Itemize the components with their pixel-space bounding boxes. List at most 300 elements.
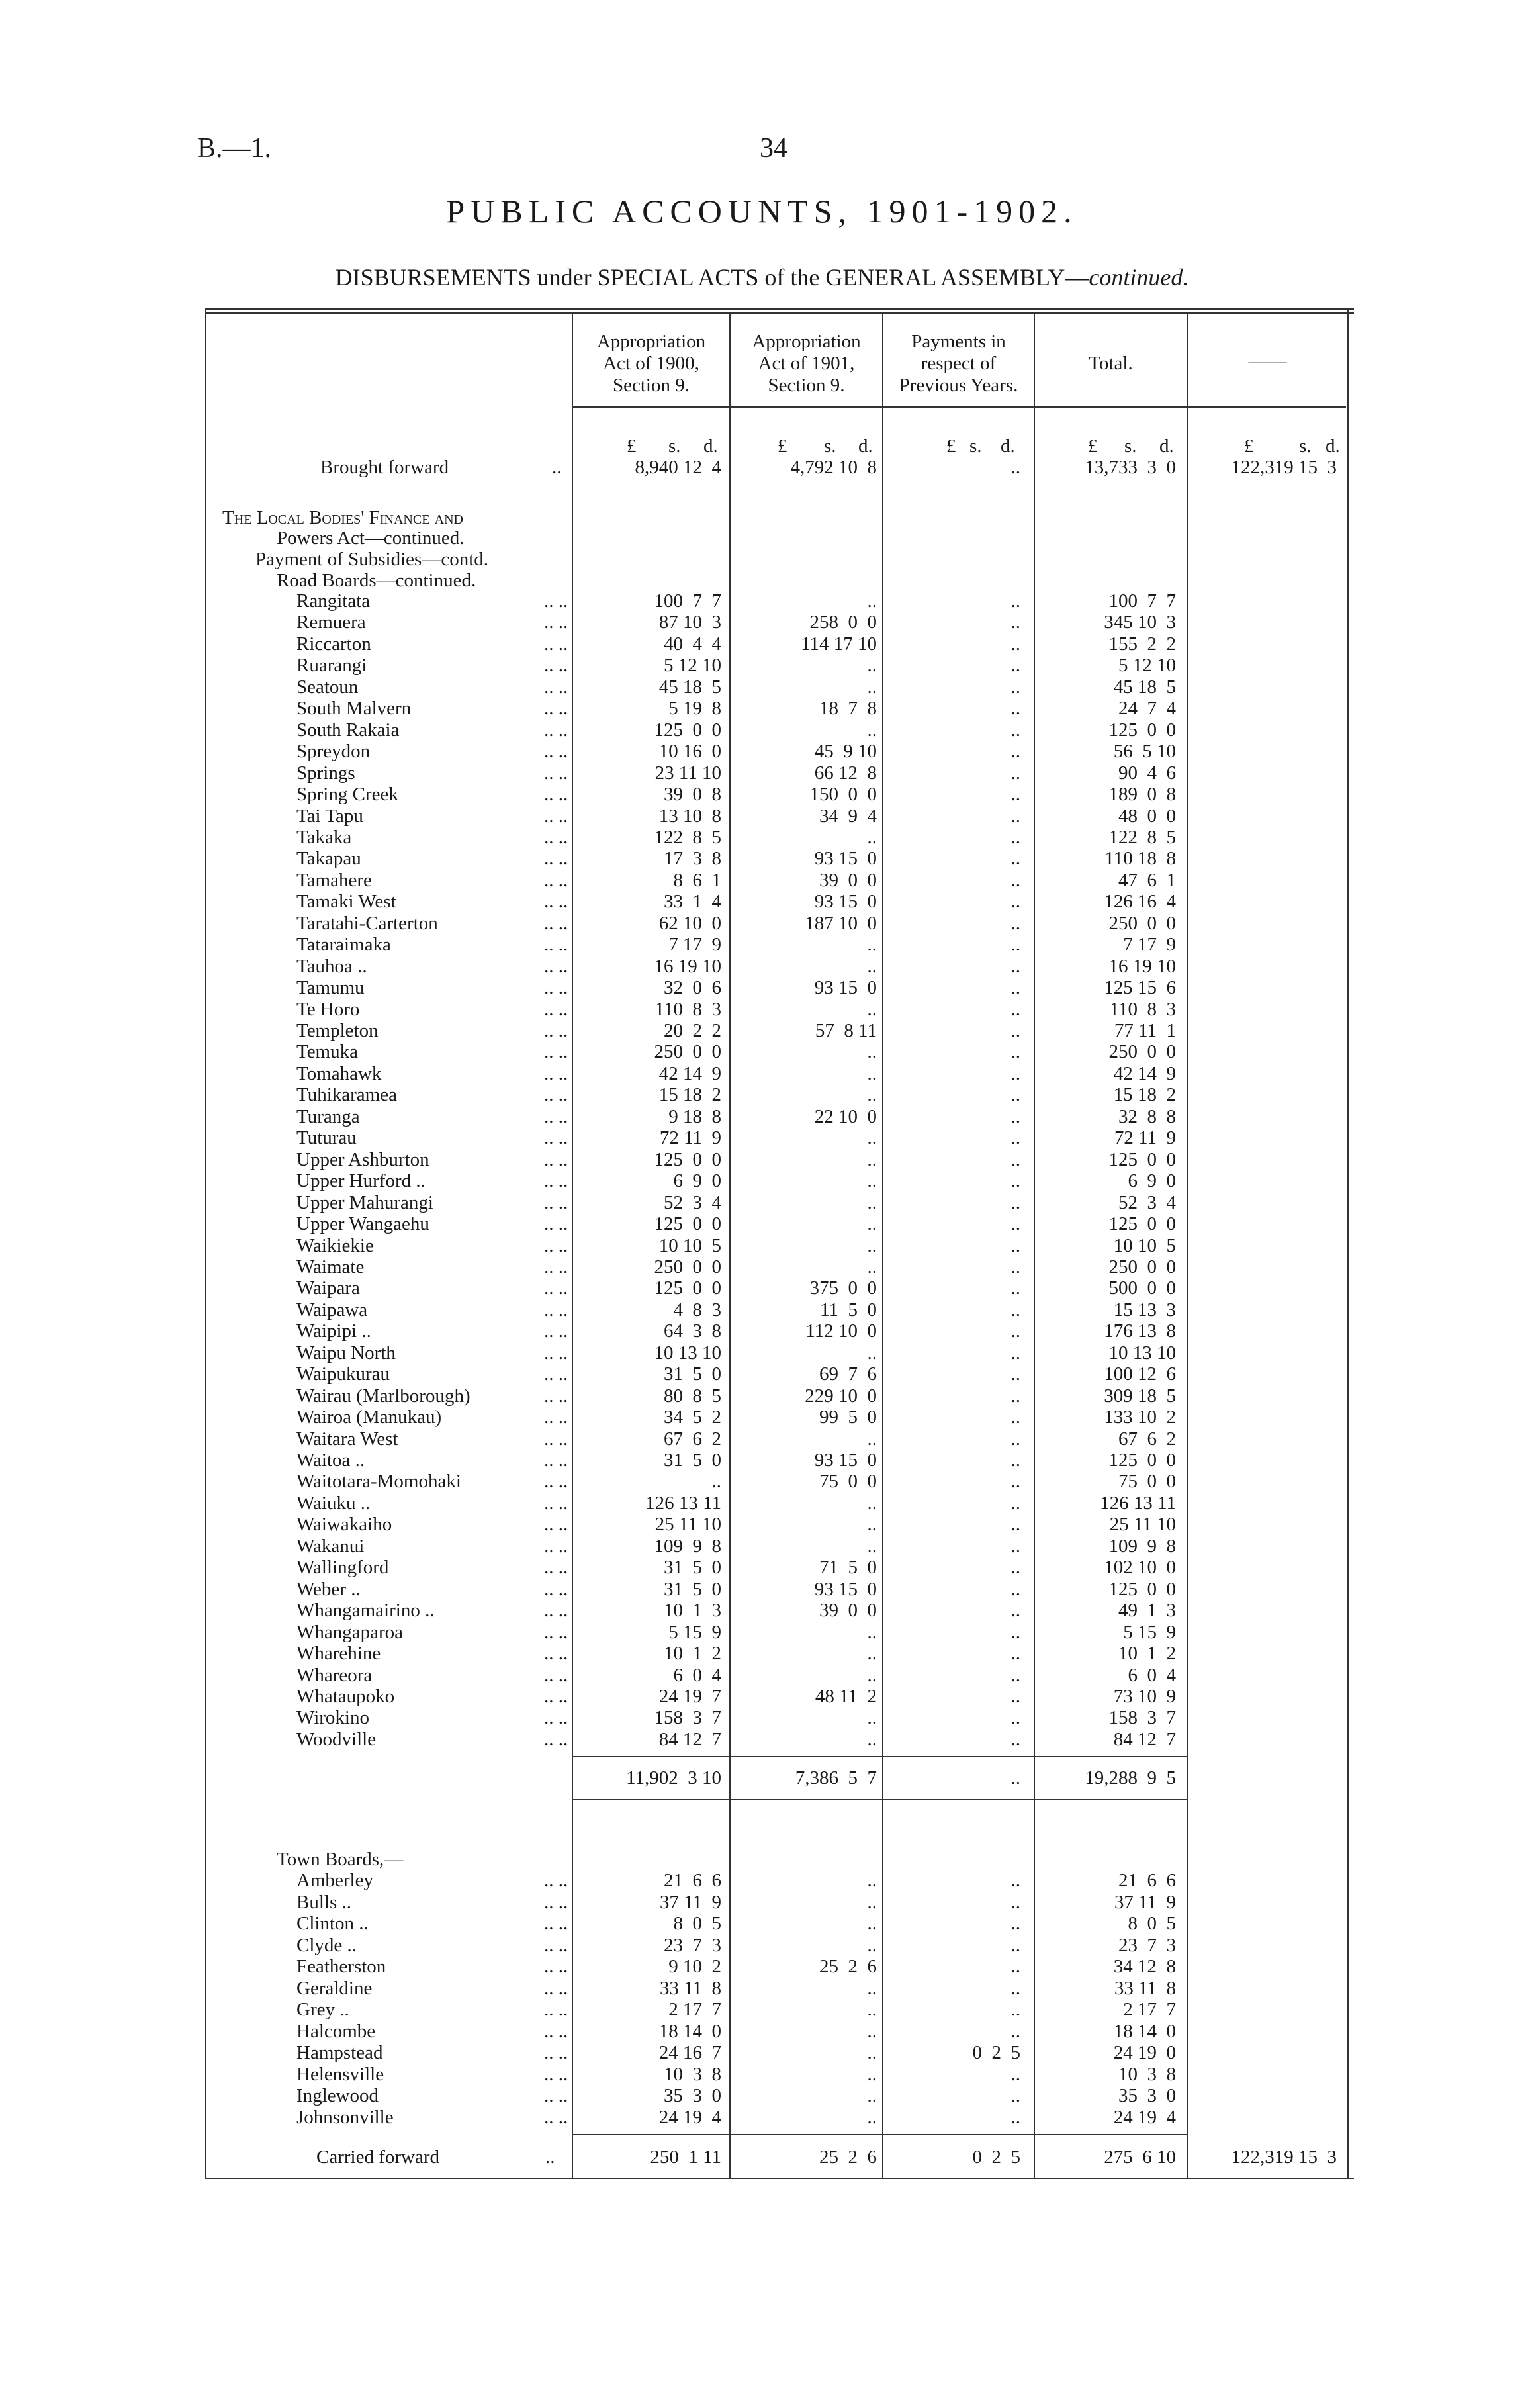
- row-col1: 7 17 9: [668, 934, 721, 956]
- row-label: Helensville: [296, 2063, 384, 2085]
- table-row: [0, 2021, 1524, 2042]
- row-col4: 8 0 5: [1128, 1913, 1176, 1934]
- row-label: Johnsonville: [296, 2106, 394, 2128]
- row-col3: ..: [1010, 1934, 1020, 1956]
- row-col4: 100 7 7: [1108, 590, 1176, 612]
- row-col3: ..: [1010, 1450, 1020, 1471]
- row-col1: 5 19 8: [668, 698, 721, 719]
- row-col1: 32 0 6: [664, 977, 721, 999]
- row-col4: 48 0 0: [1118, 805, 1176, 827]
- row-col2: ..: [867, 1148, 877, 1170]
- row-col2: ..: [867, 1514, 877, 1536]
- row-col1: 34 5 2: [664, 1407, 721, 1428]
- section-line3: Payment of Subsidies—contd.: [255, 549, 489, 570]
- row-col4: 15 18 2: [1113, 1084, 1176, 1106]
- row-col1: 126 13 11: [645, 1492, 721, 1514]
- subtitle-main: DISBURSEMENTS under SPECIAL ACTS of the GENERAL ASSEMBLY—: [335, 264, 1089, 291]
- row-col1: 158 3 7: [654, 1707, 721, 1729]
- column-header-previous-years: [883, 331, 1034, 396]
- row-label: Waitara West: [296, 1428, 398, 1450]
- row-label: Wirokino: [296, 1707, 369, 1729]
- row-col1: 125 0 0: [654, 1148, 721, 1170]
- row-col3: ..: [1010, 1041, 1020, 1063]
- row-col3: ..: [1010, 762, 1020, 784]
- header-bottom-rule: [572, 406, 1346, 408]
- row-label: Rangitata: [296, 590, 371, 612]
- row-col1: 37 11 9: [659, 1891, 721, 1913]
- row-leader-dots: .. ..: [544, 1364, 568, 1385]
- row-leader-dots: .. ..: [544, 1277, 568, 1299]
- table-row: [0, 1385, 1524, 1407]
- row-col3: ..: [1010, 1213, 1020, 1235]
- table-row: [0, 1342, 1524, 1364]
- row-leader-dots: .. ..: [544, 1041, 568, 1063]
- row-label: Wakanui: [296, 1535, 365, 1557]
- row-leader-dots: .. ..: [544, 1578, 568, 1600]
- row-col2: ..: [867, 1041, 877, 1063]
- table-row: [0, 913, 1524, 934]
- row-col4: 21 6 6: [1118, 1870, 1176, 1891]
- row-col4: 250 0 0: [1108, 1041, 1176, 1063]
- row-col1: 5 12 10: [664, 655, 721, 676]
- row-col2: ..: [867, 1870, 877, 1891]
- row-col2: ..: [867, 934, 877, 956]
- row-col3: ..: [1010, 1870, 1020, 1891]
- row-col4: 73 10 9: [1113, 1685, 1176, 1707]
- subtotal-col3: ..: [1010, 1767, 1020, 1788]
- row-col2: ..: [867, 1934, 877, 1956]
- row-col2: ..: [867, 1999, 877, 2020]
- row-label: Tuhikaramea: [296, 1084, 397, 1106]
- row-col3: ..: [1010, 1891, 1020, 1913]
- row-label: Tamaki West: [296, 891, 396, 913]
- col1-line3: Section 9.: [613, 375, 690, 396]
- row-col4: 5 15 9: [1123, 1621, 1176, 1643]
- row-col1: 110 8 3: [654, 998, 721, 1020]
- row-col2: 39 0 0: [819, 869, 877, 891]
- row-col2: 57 8 11: [815, 1020, 877, 1041]
- row-col3: ..: [1010, 2063, 1020, 2085]
- row-col2: ..: [867, 1535, 877, 1557]
- row-leader-dots: .. ..: [544, 2085, 568, 2106]
- row-col3: ..: [1010, 1105, 1020, 1127]
- row-leader-dots: .. ..: [544, 977, 568, 999]
- row-col2: 114 17 10: [801, 633, 877, 655]
- row-label: Clyde ..: [296, 1934, 357, 1956]
- row-label: Tataraimaka: [296, 934, 391, 956]
- table-row: [0, 633, 1524, 655]
- carried-forward-dots: ..: [545, 2147, 555, 2168]
- table-row: [0, 891, 1524, 912]
- unit-pound-5: £: [1244, 436, 1254, 457]
- column-header-act-1901: [731, 331, 882, 396]
- table-bottom-rule: [206, 2178, 1354, 2179]
- row-col2: 25 2 6: [819, 1956, 877, 1977]
- row-leader-dots: .. ..: [544, 1913, 568, 1934]
- row-col2: 66 12 8: [814, 762, 877, 784]
- table-row: [0, 1622, 1524, 1643]
- row-leader-dots: .. ..: [544, 784, 568, 806]
- table-row: [0, 806, 1524, 827]
- row-col3: ..: [1010, 784, 1020, 806]
- row-col2: ..: [867, 1728, 877, 1750]
- row-leader-dots: .. ..: [544, 1664, 568, 1686]
- row-label: Waipawa: [296, 1299, 368, 1320]
- row-col1: 45 18 5: [658, 676, 721, 698]
- row-label: Whangamairino ..: [296, 1600, 435, 1622]
- unit-shilling-2: s.: [824, 436, 836, 457]
- column-header-blank: ——: [1248, 351, 1287, 372]
- row-col1: 10 16 0: [658, 741, 721, 763]
- row-col3: ..: [1010, 977, 1020, 999]
- table-row: [0, 1707, 1524, 1728]
- table-row: [0, 1041, 1524, 1062]
- row-col1: 10 1 3: [664, 1600, 721, 1622]
- row-leader-dots: .. ..: [544, 912, 568, 934]
- row-col4: 34 12 8: [1113, 1956, 1176, 1977]
- row-col2: ..: [867, 1084, 877, 1106]
- row-col1: 84 12 7: [658, 1728, 721, 1750]
- row-col1: 4 8 3: [673, 1299, 721, 1320]
- table-row: [0, 1020, 1524, 1041]
- table-row: [0, 1913, 1524, 1934]
- row-leader-dots: .. ..: [544, 2020, 568, 2042]
- row-col2: ..: [867, 998, 877, 1020]
- row-leader-dots: .. ..: [544, 1084, 568, 1106]
- row-col3: ..: [1010, 1977, 1020, 1999]
- unit-pence-1: d.: [703, 436, 718, 457]
- table-row: [0, 1299, 1524, 1320]
- carried-forward-col3: 0 2 5: [972, 2147, 1020, 2168]
- row-col2: 22 10 0: [814, 1105, 877, 1127]
- table-row: [0, 1956, 1524, 1977]
- row-col1: 31 5 0: [664, 1364, 721, 1385]
- row-col3: ..: [1010, 1170, 1020, 1192]
- row-col3: ..: [1010, 1643, 1020, 1665]
- row-col3: ..: [1010, 912, 1020, 934]
- table-row: [0, 719, 1524, 741]
- row-leader-dots: .. ..: [544, 1707, 568, 1729]
- column-header-total: Total.: [1089, 353, 1133, 374]
- row-col2: ..: [867, 676, 877, 698]
- row-leader-dots: .. ..: [544, 612, 568, 633]
- row-col1: 10 10 5: [658, 1234, 721, 1256]
- row-col2: ..: [867, 1664, 877, 1686]
- row-col4: 155 2 2: [1108, 633, 1176, 655]
- table-row: [0, 1643, 1524, 1664]
- row-leader-dots: .. ..: [544, 1170, 568, 1192]
- table-row: [0, 1450, 1524, 1471]
- row-label: Inglewood: [296, 2085, 379, 2106]
- row-col2: 11 5 0: [820, 1299, 877, 1320]
- row-label: Waiuku ..: [296, 1492, 371, 1514]
- row-col4: 176 13 8: [1104, 1320, 1176, 1342]
- row-col1: 72 11 9: [659, 1127, 721, 1149]
- table-row: [0, 1428, 1524, 1450]
- row-col1: 125 0 0: [654, 1277, 721, 1299]
- row-col4: 125 0 0: [1108, 719, 1176, 741]
- row-label: Tamumu: [296, 977, 365, 999]
- table-row: [0, 1600, 1524, 1621]
- table-row: [0, 1106, 1524, 1127]
- row-col1: 18 14 0: [658, 2020, 721, 2042]
- row-leader-dots: .. ..: [544, 1020, 568, 1041]
- row-col1: 5 15 9: [668, 1621, 721, 1643]
- row-leader-dots: .. ..: [544, 805, 568, 827]
- row-col4: 2 17 7: [1123, 1999, 1176, 2020]
- row-col3: ..: [1010, 1492, 1020, 1514]
- row-col4: 10 1 2: [1118, 1643, 1176, 1665]
- row-col2: 229 10 0: [805, 1385, 877, 1407]
- road-boards-subtotal-row: [0, 1767, 1524, 1788]
- row-col2: 112 10 0: [805, 1320, 877, 1342]
- subtotal-col2: 7,386 5 7: [795, 1767, 877, 1788]
- row-leader-dots: .. ..: [544, 891, 568, 913]
- row-col4: 24 19 4: [1113, 2106, 1176, 2128]
- row-col2: ..: [867, 1342, 877, 1364]
- unit-shilling-3: s.: [969, 436, 982, 457]
- row-col3: ..: [1010, 612, 1020, 633]
- carried-forward-row: [0, 2147, 1524, 2168]
- row-leader-dots: .. ..: [544, 1514, 568, 1536]
- row-label: Waipukurau: [296, 1364, 390, 1385]
- row-col3: ..: [1010, 1277, 1020, 1299]
- col2-line3: Section 9.: [768, 375, 845, 396]
- carried-forward-col2: 25 2 6: [819, 2147, 877, 2168]
- row-label: Temuka: [296, 1041, 358, 1063]
- row-col1: 24 19 4: [658, 2106, 721, 2128]
- row-leader-dots: .. ..: [544, 590, 568, 612]
- row-leader-dots: .. ..: [544, 2042, 568, 2063]
- row-col4: 250 0 0: [1108, 1256, 1176, 1277]
- row-col2: ..: [867, 2085, 877, 2106]
- table-row: [0, 1536, 1524, 1557]
- table-row: [0, 1364, 1524, 1385]
- row-col1: 25 11 10: [654, 1514, 721, 1536]
- unit-pound-2: £: [778, 436, 787, 457]
- subtotal-col1: 11,902 3 10: [626, 1767, 721, 1788]
- row-col4: 500 0 0: [1108, 1277, 1176, 1299]
- row-col4: 125 0 0: [1108, 1148, 1176, 1170]
- row-col4: 6 9 0: [1128, 1170, 1176, 1192]
- row-col4: 189 0 8: [1108, 784, 1176, 806]
- row-col4: 10 13 10: [1108, 1342, 1176, 1364]
- row-leader-dots: .. ..: [544, 1213, 568, 1235]
- row-leader-dots: .. ..: [544, 1256, 568, 1277]
- row-label: Bulls ..: [296, 1891, 351, 1913]
- section-line2: Powers Act—continued.: [277, 528, 465, 549]
- table-row: [0, 1935, 1524, 1956]
- row-col2: ..: [867, 1492, 877, 1514]
- row-col4: 309 18 5: [1104, 1385, 1176, 1407]
- row-leader-dots: .. ..: [544, 1891, 568, 1913]
- row-col1: 80 8 5: [664, 1385, 721, 1407]
- row-label: Upper Ashburton: [296, 1148, 429, 1170]
- row-label: Upper Mahurangi: [296, 1191, 433, 1213]
- unit-pound-4: £: [1088, 436, 1098, 457]
- table-row: [0, 1127, 1524, 1148]
- row-col1: 15 18 2: [658, 1084, 721, 1106]
- row-col3: ..: [1010, 1428, 1020, 1450]
- row-col3: ..: [1010, 1600, 1020, 1622]
- brought-forward-label: Brought forward: [320, 457, 449, 478]
- section-heading-3: [0, 549, 1524, 570]
- row-col1: 10 1 2: [664, 1643, 721, 1665]
- unit-shilling-1: s.: [668, 436, 681, 457]
- unit-pence-2: d.: [858, 436, 873, 457]
- table-row: [0, 698, 1524, 719]
- row-col3: ..: [1010, 1728, 1020, 1750]
- row-col4: 133 10 2: [1104, 1407, 1176, 1428]
- table-row: [0, 590, 1524, 612]
- row-col2: ..: [867, 1127, 877, 1149]
- row-col4: 75 0 0: [1118, 1471, 1176, 1493]
- table-row: [0, 1170, 1524, 1191]
- row-col2: ..: [867, 1621, 877, 1643]
- col3-line3: Previous Years.: [899, 375, 1018, 396]
- row-col2: ..: [867, 1256, 877, 1277]
- row-col3: ..: [1010, 1621, 1020, 1643]
- row-col4: 10 10 5: [1113, 1234, 1176, 1256]
- row-col1: 64 3 8: [664, 1320, 721, 1342]
- carried-forward-col1: 250 1 11: [650, 2147, 721, 2168]
- row-col2: 45 9 10: [814, 741, 877, 763]
- row-col3: ..: [1010, 1127, 1020, 1149]
- row-col3: ..: [1010, 1234, 1020, 1256]
- row-col4: 122 8 5: [1108, 826, 1176, 848]
- page-subtitle: [0, 263, 1524, 291]
- row-col4: 72 11 9: [1114, 1127, 1176, 1149]
- town-boards-heading-row: [0, 1849, 1524, 1870]
- row-leader-dots: .. ..: [544, 1127, 568, 1149]
- brought-forward-col2: 4,792 10 8: [790, 457, 877, 478]
- row-col1: 67 6 2: [664, 1428, 721, 1450]
- row-col4: 32 8 8: [1118, 1105, 1176, 1127]
- table-row: [0, 1493, 1524, 1514]
- row-leader-dots: .. ..: [544, 1685, 568, 1707]
- row-col2: 150 0 0: [809, 784, 877, 806]
- row-col3: ..: [1010, 1020, 1020, 1041]
- row-col2: 93 15 0: [814, 1450, 877, 1471]
- row-col4: 100 12 6: [1104, 1364, 1176, 1385]
- row-col4: 90 4 6: [1118, 762, 1176, 784]
- table-row: [0, 848, 1524, 869]
- row-col1: 62 10 0: [658, 912, 721, 934]
- carried-forward-col5: 122,319 15 3: [1231, 2147, 1337, 2168]
- table-row: [0, 934, 1524, 955]
- table-row: [0, 870, 1524, 891]
- row-col1: 13 10 8: [658, 805, 721, 827]
- row-col1: 52 3 4: [664, 1191, 721, 1213]
- table-row: [0, 1665, 1524, 1686]
- row-col2: ..: [867, 1891, 877, 1913]
- row-col3: ..: [1010, 2106, 1020, 2128]
- col2-line1: Appropriation: [752, 331, 861, 352]
- row-col2: 258 0 0: [809, 612, 877, 633]
- row-col4: 25 11 10: [1109, 1514, 1176, 1536]
- row-leader-dots: .. ..: [544, 2106, 568, 2128]
- section-line1: The Local Bodies' Finance and: [222, 507, 463, 528]
- row-col1: 16 19 10: [654, 955, 721, 977]
- row-leader-dots: .. ..: [544, 998, 568, 1020]
- row-col3: ..: [1010, 1913, 1020, 1934]
- row-leader-dots: .. ..: [544, 655, 568, 676]
- row-leader-dots: .. ..: [544, 1299, 568, 1320]
- table-row: [0, 1256, 1524, 1277]
- row-col4: 52 3 4: [1118, 1191, 1176, 1213]
- row-col2: ..: [867, 1191, 877, 1213]
- row-leader-dots: .. ..: [544, 1428, 568, 1450]
- row-col4: 125 0 0: [1108, 1578, 1176, 1600]
- table-row: [0, 1870, 1524, 1891]
- col3-line2: respect of: [920, 353, 997, 374]
- unit-pound-1: £: [627, 436, 637, 457]
- row-col3: ..: [1010, 1342, 1020, 1364]
- row-leader-dots: .. ..: [544, 1105, 568, 1127]
- row-col4: 18 14 0: [1113, 2020, 1176, 2042]
- row-label: Geraldine: [296, 1977, 373, 1999]
- row-leader-dots: .. ..: [544, 1870, 568, 1891]
- row-leader-dots: .. ..: [544, 1728, 568, 1750]
- row-label: Tomahawk: [296, 1062, 382, 1084]
- unit-shilling-5: s.: [1299, 436, 1312, 457]
- row-leader-dots: .. ..: [544, 1600, 568, 1622]
- row-leader-dots: .. ..: [544, 1492, 568, 1514]
- row-col4: 126 16 4: [1104, 891, 1176, 913]
- table-row: [0, 1729, 1524, 1750]
- row-col4: 345 10 3: [1104, 612, 1176, 633]
- section-heading-1: [0, 507, 1524, 528]
- row-col2: 93 15 0: [814, 977, 877, 999]
- row-col2: 39 0 0: [819, 1600, 877, 1622]
- row-col4: 67 6 2: [1118, 1428, 1176, 1450]
- row-col3: ..: [1010, 741, 1020, 763]
- row-col2: ..: [867, 1062, 877, 1084]
- row-col3: ..: [1010, 826, 1020, 848]
- row-col4: 24 19 0: [1113, 2042, 1176, 2063]
- row-col3: ..: [1010, 1956, 1020, 1977]
- row-col1: 23 11 10: [654, 762, 721, 784]
- row-col4: 125 15 6: [1104, 977, 1176, 999]
- row-col2: ..: [867, 655, 877, 676]
- table-row: [0, 2085, 1524, 2106]
- row-col3: ..: [1010, 805, 1020, 827]
- subtotal-col4: 19,288 9 5: [1085, 1767, 1176, 1788]
- row-leader-dots: .. ..: [544, 741, 568, 763]
- row-leader-dots: .. ..: [544, 1643, 568, 1665]
- row-col4: 158 3 7: [1108, 1707, 1176, 1729]
- row-label: Wairau (Marlborough): [296, 1385, 471, 1407]
- unit-pound-3: £: [946, 436, 956, 457]
- table-row: [0, 1471, 1524, 1492]
- row-label: Riccarton: [296, 633, 371, 655]
- row-col2: 34 9 4: [819, 805, 877, 827]
- row-col1: 250 0 0: [654, 1256, 721, 1277]
- row-col4: 5 12 10: [1118, 655, 1176, 676]
- row-label: Wallingford: [296, 1557, 389, 1579]
- row-col2: ..: [867, 1977, 877, 1999]
- row-col1: 9 10 2: [668, 1956, 721, 1977]
- row-col3: ..: [1010, 1707, 1020, 1729]
- table-row: [0, 784, 1524, 805]
- row-col4: 33 11 8: [1114, 1977, 1176, 1999]
- row-leader-dots: .. ..: [544, 826, 568, 848]
- row-col3: ..: [1010, 998, 1020, 1020]
- row-col4: 110 8 3: [1109, 998, 1176, 1020]
- row-col3: 0 2 5: [972, 2042, 1020, 2063]
- row-col3: ..: [1010, 655, 1020, 676]
- row-leader-dots: .. ..: [544, 1471, 568, 1493]
